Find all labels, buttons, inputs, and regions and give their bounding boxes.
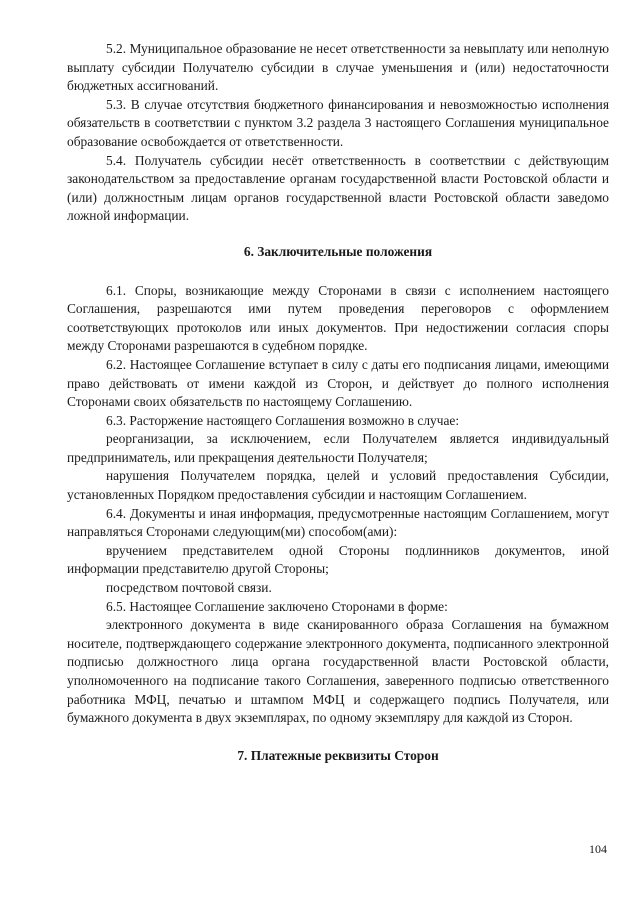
clause-6-1: 6.1. Споры, возникающие между Сторонами в связи с исполнением настоящего Соглашения, разрешаются ими путем проведения переговоров с оформлением соответствующих протоколов или иных документов. При недостижении согласия споры между Сторонами разрешаются в судебном порядке. (67, 282, 609, 354)
clause-6-3: 6.3. Расторжение настоящего Соглашения возможно в случае: (106, 412, 460, 428)
clause-6-4-item-delivery: вручением представителем одной Стороны подлинников документов, иной информации представителю другой Стороны; (67, 542, 609, 577)
clause-6-5-item-form: электронного документа в виде сканированного образа Соглашения на бумажном носителе, подтверждающего содержание электронного документа, подписанного электронной подписью должностного лица органа государственной власти Ростовской области, уполномоченного на подписание такого Соглашения, заверенного подписью ответственного работника МФЦ, печатью и штампом МФЦ и содержащего подпись Получателя, или бумажного документа в двух экземплярах, по одному экземпляру для каждой из Сторон. (67, 617, 609, 726)
clause-6-2: 6.2. Настоящее Соглашение вступает в силу с даты его подписания лицами, имеющими право действовать от имени каждой из Сторон, и действует до полного исполнения Сторонами своих обязательств по настоящему Соглашению. (67, 356, 609, 410)
clause-6-3-item-reorganization: реорганизации, за исключением, если Получателем является индивидуальный предприниматель, или прекращения деятельности Получателя; (67, 431, 609, 465)
clause-6-4-item-post: посредством почтовой связи. (106, 580, 272, 596)
clause-6-5: 6.5. Настоящее Соглашение заключено Сторонами в форме: (106, 598, 448, 614)
section-7-heading: 7. Платежные реквизиты Сторон (237, 747, 439, 763)
clause-5-3: 5.3. В случае отсутствия бюджетного финансирования и невозможностью исполнения обязательств в соответствии с пунктом 3.2 раздела 3 настоящего Соглашения муниципальное образование освобождается от ответственности. (67, 96, 609, 149)
clause-5-4: 5.4. Получатель субсидии несёт ответственность в соответствии с действующим законодательством за предоставление органам государственной власти Ростовской области и (или) должностным лицам органов государственной власти Ростовской области заведомо ложной информации. (67, 152, 609, 224)
page-number: 104 (589, 842, 607, 856)
document-page (67, 40, 609, 765)
section-6-heading: 6. Заключительные положения (243, 243, 433, 259)
clause-6-3-item-violation: нарушения Получателем порядка, целей и условий предоставления Субсидии, установленных Порядком предоставления субсидии и настоящим Соглашением. (67, 468, 609, 503)
clause-5-2: 5.2. Муниципальное образование не несет ответственности за невыплату или неполную выплату субсидии Получателю субсидии в случае уменьшения и (или) недостаточности бюджетных ассигнований. (67, 41, 609, 94)
clause-6-4: 6.4. Документы и иная информация, предусмотренные настоящим Соглашением, могут направляться Сторонами следующим(ми) способом(ами): (67, 505, 609, 540)
